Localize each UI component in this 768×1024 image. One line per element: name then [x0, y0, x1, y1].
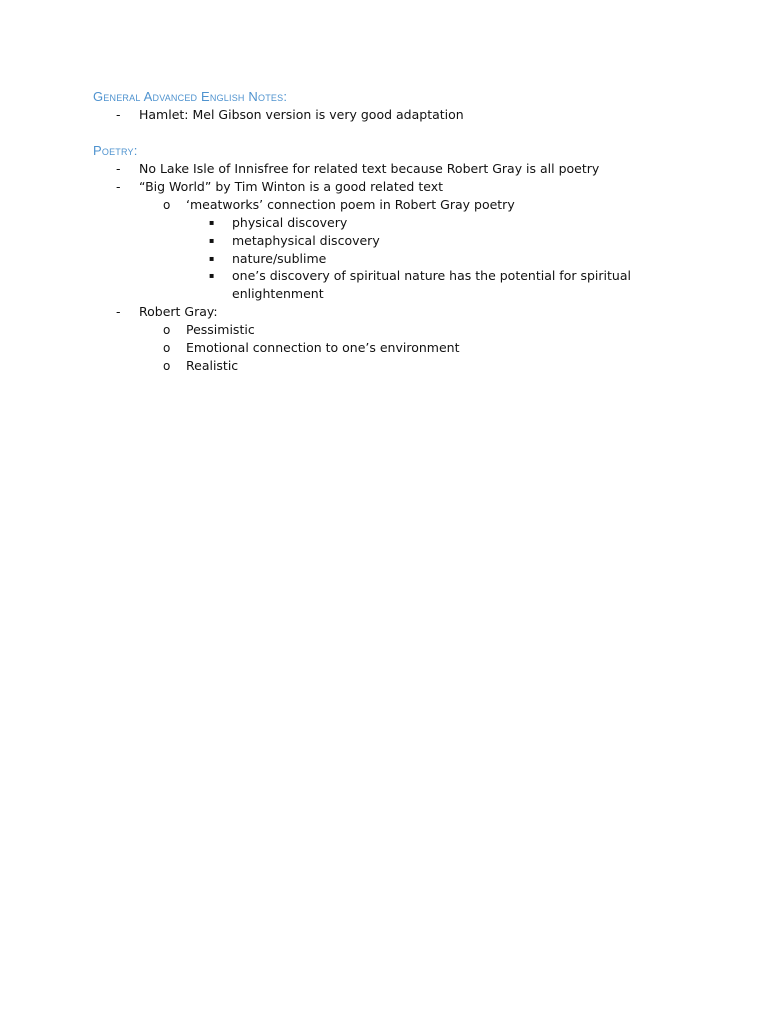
note-nature-sublime: nature/sublime — [232, 251, 327, 266]
note-realistic: Realistic — [186, 358, 239, 373]
square-bullet: ▪ — [209, 271, 215, 280]
note-physical-discovery: physical discovery — [232, 215, 348, 230]
note-spiritual-nature-continued: enlightenment — [232, 286, 324, 301]
note-hamlet: Hamlet: Mel Gibson version is very good adaptation — [139, 107, 464, 122]
note-lake-isle: No Lake Isle of Innisfree for related text because Robert Gray is all poetry — [139, 161, 600, 176]
square-bullet: ▪ — [209, 218, 215, 227]
square-bullet: ▪ — [209, 254, 215, 263]
square-bullet: ▪ — [209, 236, 215, 245]
section-heading-general: General Advanced English Notes: — [93, 89, 288, 104]
note-spiritual-nature: one’s discovery of spiritual nature has the potential for spiritual — [232, 268, 631, 283]
dash-bullet: - — [116, 179, 121, 194]
note-big-world: “Big World” by Tim Winton is a good related text — [139, 179, 444, 194]
dash-bullet: - — [116, 161, 121, 176]
circle-bullet: o — [163, 341, 171, 355]
circle-bullet: o — [163, 323, 171, 337]
note-pessimistic: Pessimistic — [186, 322, 255, 337]
dash-bullet: - — [116, 304, 121, 319]
dash-bullet: - — [116, 107, 121, 122]
note-metaphysical-discovery: metaphysical discovery — [232, 233, 380, 248]
note-emotional-connection: Emotional connection to one’s environment — [186, 340, 460, 355]
note-meatworks: ‘meatworks’ connection poem in Robert Gray poetry — [186, 197, 515, 212]
circle-bullet: o — [163, 359, 171, 373]
section-heading-poetry: Poetry: — [93, 143, 138, 158]
circle-bullet: o — [163, 198, 171, 212]
note-robert-gray: Robert Gray: — [139, 304, 218, 319]
